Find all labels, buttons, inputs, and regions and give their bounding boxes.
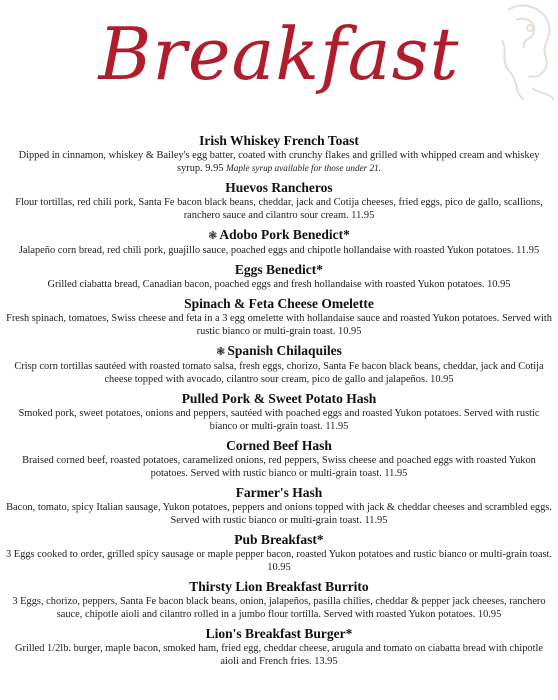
item-name: ❃ Adobo Pork Benedict* [208,227,350,242]
item-name: Huevos Rancheros [225,180,333,195]
item-description: Smoked pork, sweet potatoes, onions and peppers, sautéed with poached eggs and roasted Yukon potatoes. Served with rustic bianco or multi-grain toast. 11.95 [18,408,540,432]
menu-item [0,132,558,175]
item-description: Jalapeño corn bread, red chili pork, guajillo sauce, poached eggs and chipotle hollandaise with roasted Yukon potatoes. 11.95 [18,245,540,256]
menu-list [0,132,558,672]
menu-item [0,295,558,338]
menu-item [0,261,558,291]
flower-icon: ❃ [208,229,218,242]
item-name: Lion's Breakfast Burger* [205,626,353,641]
menu-item [0,625,558,668]
item-name: Pulled Pork & Sweet Potato Hash [181,391,377,406]
menu-item [0,226,558,257]
item-name: ❃ Spanish Chilaquiles [216,343,342,358]
item-name: Pub Breakfast* [234,532,324,547]
flower-icon: ❃ [216,345,226,358]
item-description: Braised corned beef, roasted potatoes, caramelized onions, red peppers, Swiss cheese and poached eggs with roasted Yukon potatoes. Served with rustic bianco or multi-grain toast. 11.95 [22,455,536,479]
item-description: 3 Eggs cooked to order, grilled spicy sausage or maple pepper bacon, roasted Yukon potatoes and rustic bianco or multi-grain toast. 10.95 [6,549,552,573]
item-note: Maple syrup available for those under 21. [226,163,381,173]
item-name: Irish Whiskey French Toast [199,133,359,148]
item-description: 3 Eggs, chorizo, peppers, Santa Fe bacon black beans, onion, jalapeños, pasilla chilies, cheddar & pepper jack cheeses, ranchero sauce, chipotle aioli and cilantro rolled in a jumbo flour tortilla. Served with roasted Yukon potatoes. 10.95 [12,596,546,620]
page-title: Breakfast [98,12,460,96]
item-description: Fresh spinach, tomatoes, Swiss cheese and feta in a 3 egg omelette with hollandaise sauce and roasted Yukon potatoes. Served with rustic bianco or multi-grain toast. 10.95 [6,313,552,337]
menu-item [0,531,558,574]
item-name: Corned Beef Hash [226,438,332,453]
lion-crest-icon [488,0,558,110]
menu-item [0,484,558,527]
menu-item [0,578,558,621]
menu-item [0,437,558,480]
item-description: Crisp corn tortillas sautéed with roasted tomato salsa, fresh eggs, chorizo, Santa Fe bacon black beans, cheddar, jack and Cotija cheese topped with avocado, cilantro sour cream, pico de gallo and jalapeños. 10.95 [14,361,544,385]
item-description: Grilled ciabatta bread, Canadian bacon, poached eggs and fresh hollandaise with roasted Yukon potatoes. 10.95 [47,279,511,290]
item-description: Grilled 1/2lb. burger, maple bacon, smoked ham, fried egg, cheddar cheese, arugula and tomato on ciabatta bread with chipotle aioli and French fries. 13.95 [15,643,543,667]
item-description: Flour tortillas, red chili pork, Santa Fe bacon black beans, cheddar, jack and Cotija cheeses, fried eggs, pico de gallo, scallions, ranchero sauce and cilantro sour cream. 11.95 [15,197,543,221]
menu-item [0,179,558,222]
item-name: Thirsty Lion Breakfast Burrito [189,579,369,594]
item-description: Dipped in cinnamon, whiskey & Bailey's egg batter, coated with crunchy flakes and grilled with whipped cream and whiskey syrup. 9.95 Maple syrup available for those under 21. [18,150,540,174]
menu-item [0,342,558,386]
item-name: Eggs Benedict* [234,262,324,277]
item-name: Spinach & Feta Cheese Omelette [184,296,374,311]
menu-item [0,390,558,433]
item-description: Bacon, tomato, spicy Italian sausage, Yukon potatoes, peppers and onions topped with jack & cheddar cheeses and scrambled eggs. Served with rustic bianco or multi-grain toast. 11.95 [6,502,552,526]
item-name: Farmer's Hash [235,485,323,500]
